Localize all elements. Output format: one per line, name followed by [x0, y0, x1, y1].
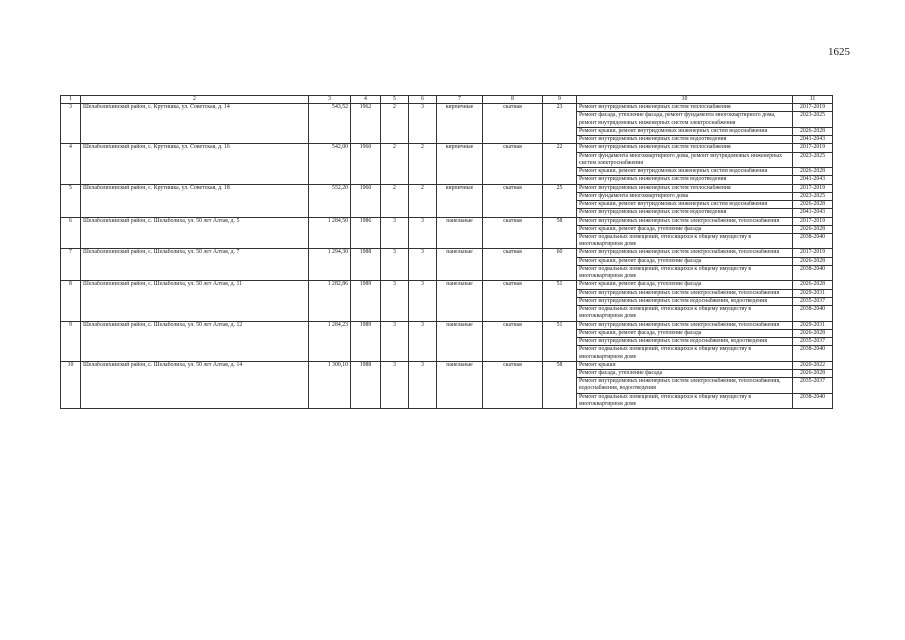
roof-type: скатная: [483, 361, 543, 408]
row-number: 7: [61, 249, 81, 281]
table-row: [61, 361, 833, 369]
floors-count: 2: [381, 184, 409, 217]
work-type: Ремонт внутридомовых инженерных систем водоотведения: [577, 136, 793, 144]
work-type: Ремонт крыши: [577, 361, 793, 369]
house-address: Шелаболихинский район, с. Крутишка, ул. Советская, д. 18: [81, 184, 309, 217]
column-number: 6: [409, 96, 437, 104]
house-address: Шелаболихинский район, с. Шелаболиха, ул. 50 лет Алтая, д. 14: [81, 361, 309, 408]
apartments-count: 22: [543, 144, 577, 184]
row-number: 8: [61, 281, 81, 321]
total-area: 552,20: [309, 184, 351, 217]
work-type: Ремонт подвальных помещений, относящихся к общему имуществу в многоквартирном доме: [577, 393, 793, 408]
wall-material: панельные: [437, 249, 483, 281]
entrances-count: 3: [409, 104, 437, 144]
work-period: 2017-2019: [793, 249, 833, 257]
entrances-count: 3: [409, 361, 437, 408]
entrances-count: 2: [409, 144, 437, 184]
build-year: 1989: [351, 281, 381, 321]
house-address: Шелаболихинский район, с. Шелаболиха, ул. 50 лет Алтая, д. 11: [81, 281, 309, 321]
floors-count: 3: [381, 249, 409, 281]
table-row: [61, 321, 833, 329]
work-type: Ремонт крыши, ремонт фасада, утепление фасада: [577, 225, 793, 233]
work-period: 2017-2019: [793, 144, 833, 152]
work-type: Ремонт внутридомовых инженерных систем электроснабжения, теплоснабжения: [577, 217, 793, 225]
work-period: 2026-2028: [793, 225, 833, 233]
house-address: Шелаболихинский район, с. Шелаболиха, ул. 50 лет Алтая, д. 12: [81, 321, 309, 361]
work-type: Ремонт внутридомовых инженерных систем теплоснабжения: [577, 184, 793, 192]
total-area: 542,00: [309, 144, 351, 184]
table-row: [61, 217, 833, 225]
work-type: Ремонт внутридомовых инженерных систем водоотведения: [577, 176, 793, 184]
floors-count: 2: [381, 104, 409, 144]
work-period: 2038-2040: [793, 346, 833, 361]
work-type: Ремонт крыши, ремонт внутридомовых инженерных систем водоснабжения: [577, 201, 793, 209]
work-type: Ремонт крыши, ремонт внутридомовых инженерных систем водоснабжения: [577, 168, 793, 176]
work-period: 2023-2025: [793, 152, 833, 167]
table-row: [61, 184, 833, 192]
work-period: 2017-2019: [793, 104, 833, 112]
work-period: 2017-2019: [793, 217, 833, 225]
apartments-count: 58: [543, 217, 577, 249]
table-row: [61, 144, 833, 152]
build-year: 1960: [351, 144, 381, 184]
work-type: Ремонт внутридомовых инженерных систем электроснабжения, теплоснабжения, водоснабжения, водоотведения: [577, 378, 793, 393]
work-period: 2026-2028: [793, 168, 833, 176]
work-type: Ремонт внутридомовых инженерных систем электроснабжения, теплоснабжения: [577, 289, 793, 297]
wall-material: кирпичные: [437, 104, 483, 144]
work-period: 2026-2028: [793, 369, 833, 377]
column-number: 9: [543, 96, 577, 104]
wall-material: кирпичные: [437, 144, 483, 184]
work-period: 2026-2028: [793, 201, 833, 209]
total-area: 1 282,86: [309, 281, 351, 321]
work-period: 2017-2019: [793, 184, 833, 192]
wall-material: панельные: [437, 281, 483, 321]
apartments-count: 58: [543, 361, 577, 408]
total-area: 1 300,10: [309, 361, 351, 408]
work-type: Ремонт внутридомовых инженерных систем водоснабжения, водоотведения: [577, 338, 793, 346]
work-type: Ремонт внутридомовых инженерных систем теплоснабжения: [577, 144, 793, 152]
build-year: 1962: [351, 104, 381, 144]
column-number: 4: [351, 96, 381, 104]
wall-material: панельные: [437, 321, 483, 361]
work-type: Ремонт фундамента многоквартирного дома, ремонт внутридомовых инженерных систем электроснабжения: [577, 152, 793, 167]
work-period: 2038-2040: [793, 265, 833, 280]
house-address: Шелаболихинский район, с. Шелаболиха, ул. 50 лет Алтая, д. 7: [81, 249, 309, 281]
floors-count: 3: [381, 217, 409, 249]
column-number: 1: [61, 96, 81, 104]
build-year: 1960: [351, 184, 381, 217]
total-area: 543,52: [309, 104, 351, 144]
work-period: 2026-2028: [793, 257, 833, 265]
work-period: 2026-2028: [793, 329, 833, 337]
floors-count: 2: [381, 144, 409, 184]
column-number: 10: [577, 96, 793, 104]
roof-type: скатная: [483, 321, 543, 361]
work-period: 2041-2043: [793, 209, 833, 217]
entrances-count: 3: [409, 217, 437, 249]
roof-type: скатная: [483, 104, 543, 144]
work-period: 2023-2025: [793, 112, 833, 127]
work-type: Ремонт внутридомовых инженерных систем водоснабжения, водоотведения: [577, 297, 793, 305]
work-type: Ремонт фасада, утепление фасада: [577, 369, 793, 377]
table-row: [61, 104, 833, 112]
row-number: 5: [61, 184, 81, 217]
total-area: 1 294,30: [309, 249, 351, 281]
page-number: 1625: [828, 46, 850, 58]
column-number: 8: [483, 96, 543, 104]
column-number: 3: [309, 96, 351, 104]
work-type: Ремонт внутридомовых инженерных систем водоотведения: [577, 209, 793, 217]
apartments-count: 60: [543, 249, 577, 281]
work-type: Ремонт подвальных помещений, относящихся к общему имуществу в многоквартирном доме: [577, 346, 793, 361]
work-type: Ремонт подвальных помещений, относящихся к общему имуществу в многоквартирном доме: [577, 265, 793, 280]
entrances-count: 3: [409, 249, 437, 281]
house-address: Шелаболихинский район, с. Шелаболиха, ул. 50 лет Алтая, д. 5: [81, 217, 309, 249]
apartments-count: 25: [543, 184, 577, 217]
house-address: Шелаболихинский район, с. Крутишка, ул. Советская, д. 14: [81, 104, 309, 144]
wall-material: панельные: [437, 361, 483, 408]
work-period: 2041-2043: [793, 136, 833, 144]
column-number: 2: [81, 96, 309, 104]
work-period: 2020-2022: [793, 361, 833, 369]
work-period: 2035-2037: [793, 297, 833, 305]
wall-material: кирпичные: [437, 184, 483, 217]
work-type: Ремонт крыши, ремонт фасада, утепление фасада: [577, 257, 793, 265]
roof-type: скатная: [483, 184, 543, 217]
work-type: Ремонт крыши, ремонт фасада, утепление фасада: [577, 329, 793, 337]
work-period: 2038-2040: [793, 233, 833, 248]
column-number-row: [61, 96, 833, 104]
row-number: 9: [61, 321, 81, 361]
apartments-count: 23: [543, 104, 577, 144]
column-number: 5: [381, 96, 409, 104]
floors-count: 3: [381, 281, 409, 321]
row-number: 10: [61, 361, 81, 408]
entrances-count: 2: [409, 184, 437, 217]
total-area: 1 284,23: [309, 321, 351, 361]
work-period: 2029-2031: [793, 321, 833, 329]
roof-type: скатная: [483, 281, 543, 321]
build-year: 1986: [351, 217, 381, 249]
roof-type: скатная: [483, 249, 543, 281]
build-year: 1988: [351, 249, 381, 281]
work-type: Ремонт подвальных помещений, относящихся к общему имуществу в многоквартирном доме: [577, 233, 793, 248]
work-period: 2023-2025: [793, 192, 833, 200]
work-period: 2026-2028: [793, 127, 833, 135]
work-type: Ремонт внутридомовых инженерных систем теплоснабжения: [577, 104, 793, 112]
apartments-count: 51: [543, 281, 577, 321]
total-area: 1 284,50: [309, 217, 351, 249]
work-period: 2035-2037: [793, 338, 833, 346]
roof-type: скатная: [483, 217, 543, 249]
work-period: 2038-2040: [793, 393, 833, 408]
entrances-count: 3: [409, 321, 437, 361]
work-period: 2029-2031: [793, 289, 833, 297]
work-type: Ремонт фундамента многоквартирного дома: [577, 192, 793, 200]
work-type: Ремонт крыши, ремонт фасада, утепление фасада: [577, 281, 793, 289]
entrances-count: 3: [409, 281, 437, 321]
work-type: Ремонт внутридомовых инженерных систем электроснабжения, теплоснабжения: [577, 249, 793, 257]
column-number: 11: [793, 96, 833, 104]
floors-count: 3: [381, 321, 409, 361]
wall-material: панельные: [437, 217, 483, 249]
work-type: Ремонт подвальных помещений, относящихся к общему имуществу в многоквартирном доме: [577, 306, 793, 321]
work-type: Ремонт крыши, ремонт внутридомовых инженерных систем водоснабжения: [577, 127, 793, 135]
work-period: 2035-2037: [793, 378, 833, 393]
floors-count: 3: [381, 361, 409, 408]
build-year: 1988: [351, 361, 381, 408]
apartments-count: 51: [543, 321, 577, 361]
work-period: 2041-2043: [793, 176, 833, 184]
work-period: 2038-2040: [793, 306, 833, 321]
build-year: 1989: [351, 321, 381, 361]
work-period: 2026-2028: [793, 281, 833, 289]
column-number: 7: [437, 96, 483, 104]
work-type: Ремонт фасада, утепление фасада, ремонт фундамента многоквартирного дома, ремонт внутридомовых инженерных систем электроснабжения: [577, 112, 793, 127]
house-address: Шелаболихинский район, с. Крутишка, ул. Советская, д. 16: [81, 144, 309, 184]
repair-schedule-table: [60, 95, 833, 409]
roof-type: скатная: [483, 144, 543, 184]
table-row: [61, 281, 833, 289]
row-number: 4: [61, 144, 81, 184]
row-number: 6: [61, 217, 81, 249]
row-number: 3: [61, 104, 81, 144]
table-row: [61, 249, 833, 257]
work-type: Ремонт внутридомовых инженерных систем электроснабжения, теплоснабжения: [577, 321, 793, 329]
